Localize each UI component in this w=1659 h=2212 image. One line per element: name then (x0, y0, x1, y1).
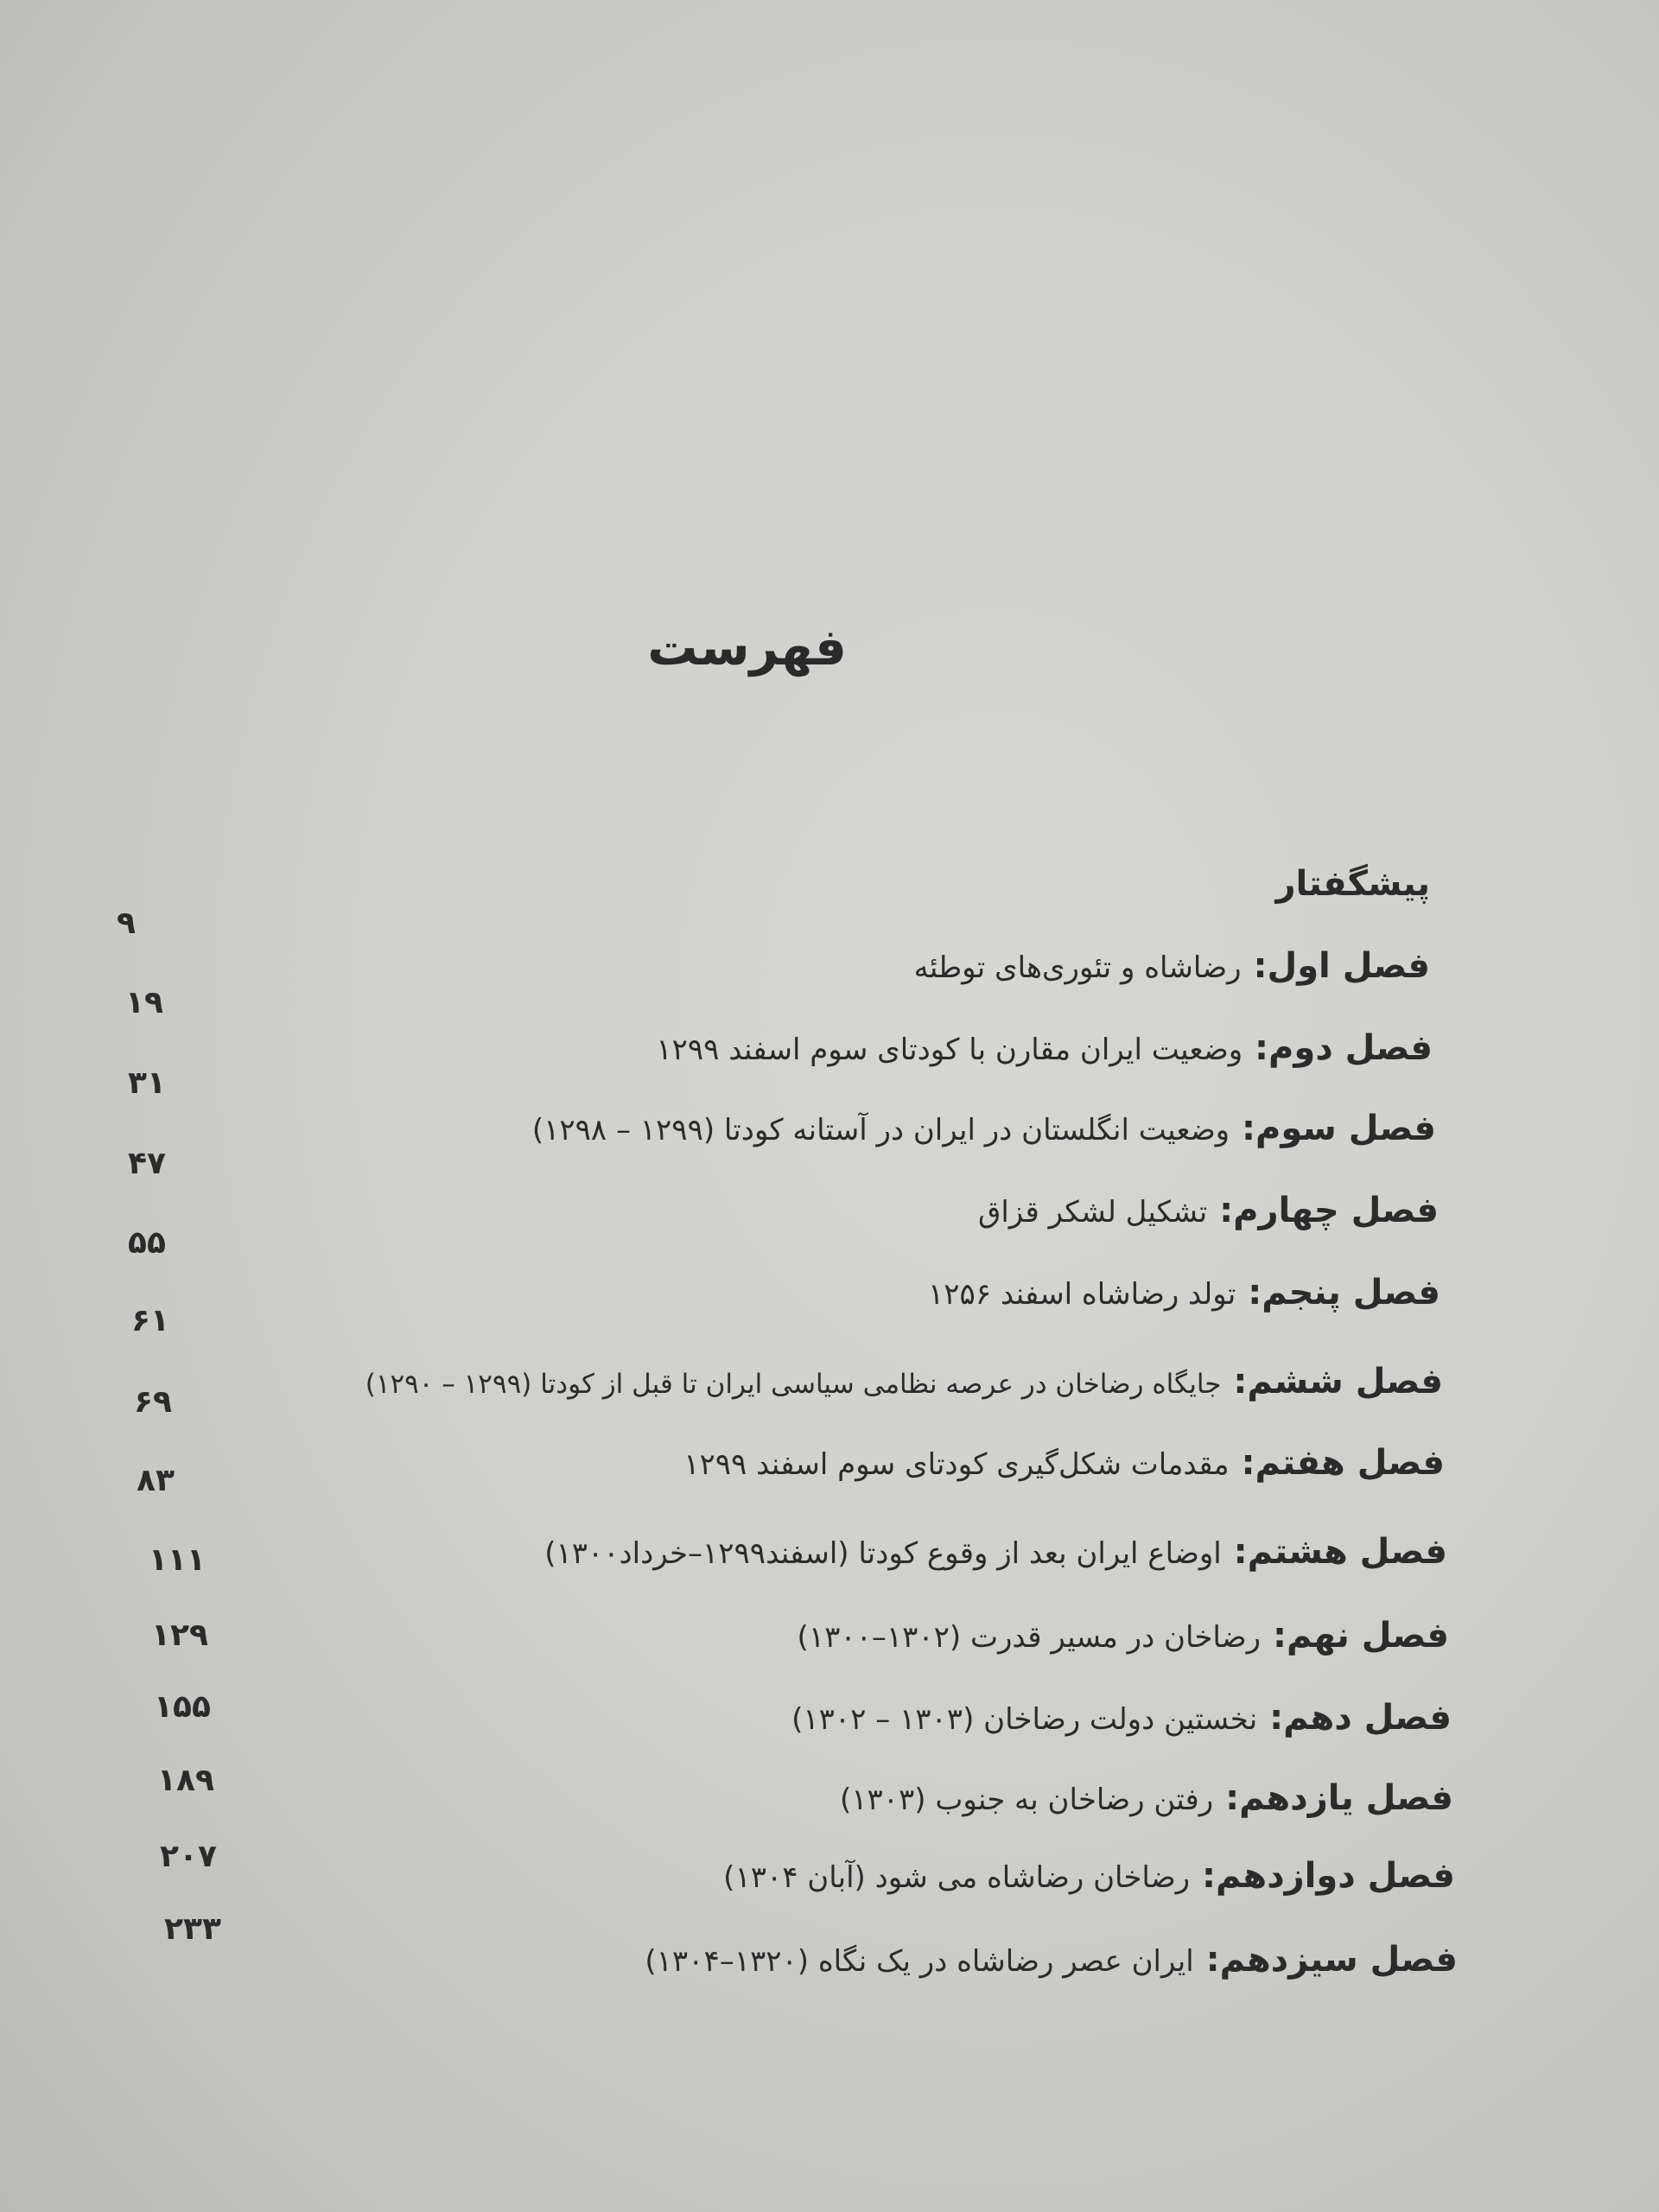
toc-entry-page: ۴۷ (128, 1146, 166, 1181)
toc-entry-text: فصل اول: رضاشاه و تئوری‌های توطئه (913, 946, 1430, 986)
toc-entry-text: فصل پنجم: تولد رضاشاه اسفند ۱۲۵۶ (928, 1273, 1440, 1313)
entry-title: اوضاع ایران بعد از وقوع کودتا (اسفند۱۲۹۹–خرداد۱۳۰۰) (544, 1536, 1222, 1571)
toc-entry-page: ۲۰۷ (160, 1839, 217, 1874)
entry-label: فصل دوازدهم (1216, 1856, 1455, 1896)
toc-entry-page: ۲۳۳ (164, 1911, 221, 1947)
toc-entry-text: فصل هفتم: مقدمات شکل‌گیری کودتای سوم اسفند ۱۲۹۹ (683, 1443, 1445, 1483)
toc-entry-page: ۵۵ (128, 1225, 166, 1261)
toc-entry-page: ۱۹ (125, 985, 163, 1020)
entry-title: وضعیت ایران مقارن با کودتای سوم اسفند ۱۲۹۹ (656, 1033, 1243, 1067)
toc-entry-text: فصل دهم: نخستین دولت رضاخان (۱۳۰۳ – ۱۳۰۲) (791, 1698, 1452, 1738)
entry-label: فصل سیزدهم (1219, 1940, 1458, 1980)
entry-label: فصل هفتم (1255, 1443, 1445, 1483)
entry-label: فصل هشتم (1247, 1532, 1447, 1572)
toc-entry-text: فصل سیزدهم: ایران عصر رضاشاه در یک نگاه (۱۳۲۰–۱۳۰۴) (645, 1940, 1458, 1980)
entry-title: ایران عصر رضاشاه در یک نگاه (۱۳۲۰–۱۳۰۴) (645, 1944, 1194, 1979)
toc-entry-text: فصل ششم: جایگاه رضاخان در عرصه نظامی سیاسی ایران تا قبل از کودتا (۱۲۹۹ – ۱۲۹۰) (365, 1362, 1443, 1402)
entry-label: فصل یازدهم (1239, 1778, 1453, 1818)
entry-label: فصل نهم (1286, 1616, 1449, 1656)
entry-title: تولد رضاشاه اسفند ۱۲۵۶ (928, 1277, 1236, 1312)
entry-title: جایگاه رضاخان در عرصه نظامی سیاسی ایران تا قبل از کودتا (۱۲۹۹ – ۱۲۹۰) (365, 1369, 1222, 1400)
toc-entry-page: ۱۸۹ (157, 1763, 214, 1798)
entry-title: رضاخان رضاشاه می شود (آبان ۱۳۰۴) (723, 1860, 1191, 1895)
toc-entry-page: ۹ (117, 906, 136, 941)
entry-label: فصل ششم (1247, 1362, 1443, 1402)
toc-entry-page: ۶۹ (134, 1384, 172, 1420)
toc-entry-text: فصل هشتم: اوضاع ایران بعد از وقوع کودتا (اسفند۱۲۹۹–خرداد۱۳۰۰) (544, 1532, 1447, 1572)
entry-label: فصل سوم (1255, 1109, 1436, 1148)
entry-title: تشکیل لشکر قزاق (977, 1195, 1208, 1230)
toc-entry-page: ۱۲۹ (151, 1618, 208, 1653)
toc-entry-page: ۱۵۵ (154, 1689, 211, 1725)
toc-entry-page: ۶۱ (131, 1303, 169, 1338)
toc-entry-page: ۳۱ (128, 1065, 166, 1101)
entry-label: فصل اول (1267, 946, 1430, 986)
toc-entry-text: فصل یازدهم: رفتن رضاخان به جنوب (۱۳۰۳) (839, 1778, 1453, 1818)
toc-entry-text: فصل دوازدهم: رضاخان رضاشاه می شود (آبان ۱۳۰۴) (723, 1856, 1455, 1896)
entry-label: پیشگفتار (1275, 864, 1430, 904)
toc-entry-page: ۸۳ (137, 1463, 175, 1498)
entry-title: وضعیت انگلستان در ایران در آستانه کودتا (۱۲۹۹ – ۱۲۹۸) (531, 1113, 1230, 1147)
entry-title: رفتن رضاخان به جنوب (۱۳۰۳) (839, 1783, 1214, 1817)
toc-entry-page: ۱۱۱ (149, 1542, 206, 1578)
entry-label: فصل دهم (1283, 1698, 1452, 1738)
toc-entry-text: فصل دوم: وضعیت ایران مقارن با کودتای سوم اسفند ۱۲۹۹ (656, 1028, 1433, 1068)
toc-entry-text: فصل سوم: وضعیت انگلستان در ایران در آستانه کودتا (۱۲۹۹ – ۱۲۹۸) (531, 1109, 1436, 1148)
toc-entry-text: فصل نهم: رضاخان در مسیر قدرت (۱۳۰۲–۱۳۰۰) (797, 1616, 1449, 1656)
entry-label: فصل چهارم (1233, 1191, 1439, 1230)
toc-entry-text (1276, 864, 1430, 904)
entry-label: فصل دوم (1268, 1028, 1433, 1068)
entry-title: مقدمات شکل‌گیری کودتای سوم اسفند ۱۲۹۹ (683, 1447, 1230, 1482)
toc-entry-text: فصل چهارم: تشکیل لشکر قزاق (977, 1191, 1439, 1230)
page-title: فهرست (647, 618, 847, 677)
entry-title: رضاخان در مسیر قدرت (۱۳۰۲–۱۳۰۰) (797, 1620, 1262, 1655)
entry-title: نخستین دولت رضاخان (۱۳۰۳ – ۱۳۰۲) (791, 1702, 1258, 1737)
entry-title: رضاشاه و تئوری‌های توطئه (913, 950, 1242, 985)
entry-label: فصل پنجم (1262, 1273, 1440, 1313)
